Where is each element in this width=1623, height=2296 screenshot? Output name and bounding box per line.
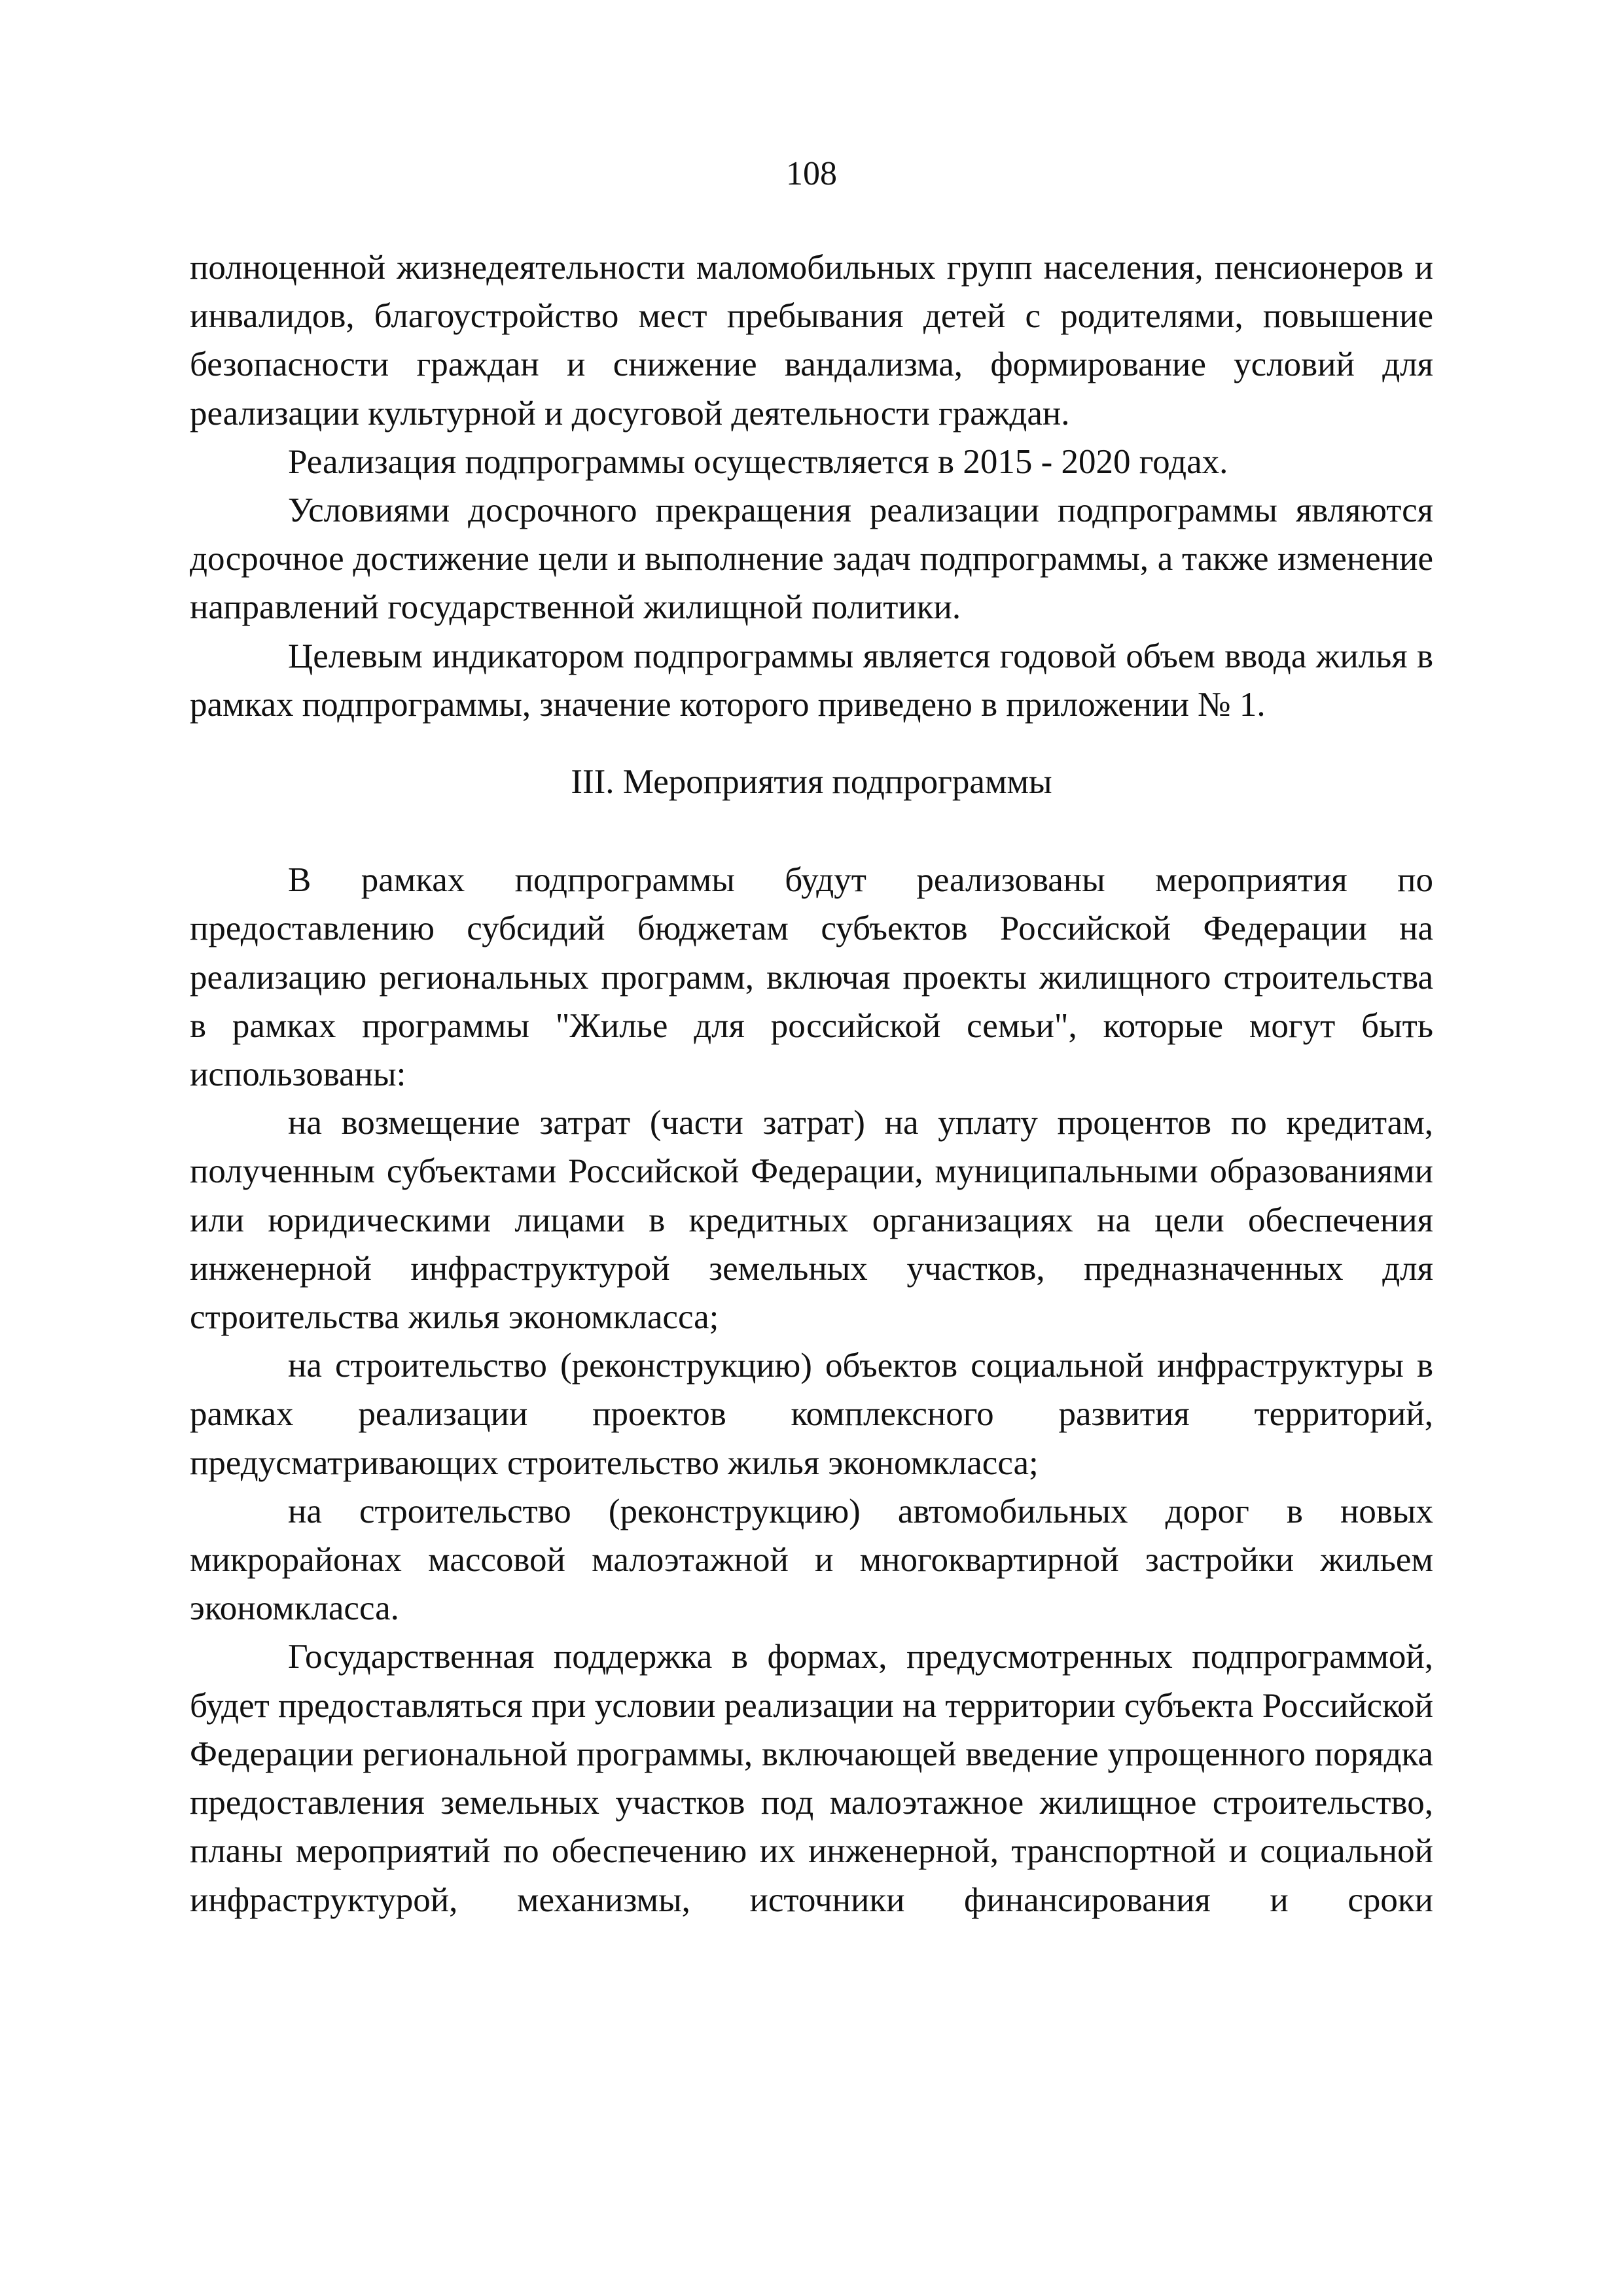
section-heading: III. Мероприятия подпрограммы	[571, 763, 1052, 802]
paragraph-road-construction: на строительство (реконструкцию) автомобильных дорог в новых микрорайонах массовой малоэтажной и многоквартирной застройки жильем экономкласса.	[190, 1492, 1433, 1628]
paragraph-state-support: Государственная поддержка в формах, предусмотренных подпрограммой, будет предоставляться при условии реализации на территории субъекта Российской Федерации региональной программы, включающей введение упрощенного порядка предоставления земельных участков под малоэтажное жилищное строительство, планы мероприятий по обеспечению их инженерной, транспортной и социальной инфраструктурой, механизмы, источники финансирования и сроки	[190, 1638, 1433, 1919]
paragraph-implementation-period: Реализация подпрограммы осуществляется в 2015 - 2020 годах.	[288, 442, 1228, 481]
paragraph-target-indicator: Целевым индикатором подпрограммы является годовой объем ввода жилья в рамках подпрограммы, значение которого приведено в приложении № 1.	[190, 637, 1433, 724]
document-body	[190, 243, 1433, 1924]
paragraph-early-termination: Условиями досрочного прекращения реализации подпрограммы являются досрочное достижение цели и выполнение задач подпрограммы, а также изменение направлений государственной жилищной политики.	[190, 491, 1433, 627]
paragraph-interest-compensation: на возмещение затрат (части затрат) на уплату процентов по кредитам, полученным субъектами Российской Федерации, муниципальными образованиями или юридическими лицами в кредитных организациях на цели обеспечения инженерной инфраструктурой земельных участков, предназначенных для строительства жилья экономкласса;	[190, 1104, 1433, 1337]
paragraph-continuation: полноценной жизнедеятельности маломобильных групп населения, пенсионеров и инвалидов, благоустройство мест пребывания детей с родителями, повышение безопасности граждан и снижение вандализма, формирование условий для реализации культурной и досуговой деятельности граждан.	[190, 249, 1433, 433]
paragraph-subsidies-intro: В рамках подпрограммы будут реализованы мероприятия по предоставлению субсидий бюджетам субъектов Российской Федерации на реализацию региональных программ, включая проекты жилищного строительства в рамках программы "Жилье для российской семьи", которые могут быть использованы:	[190, 861, 1433, 1094]
paragraph-social-infrastructure: на строительство (реконструкцию) объектов социальной инфраструктуры в рамках реализации проектов комплексного развития территорий, предусматривающих строительство жилья экономкласса;	[190, 1347, 1433, 1482]
page-number: 108	[786, 155, 837, 192]
